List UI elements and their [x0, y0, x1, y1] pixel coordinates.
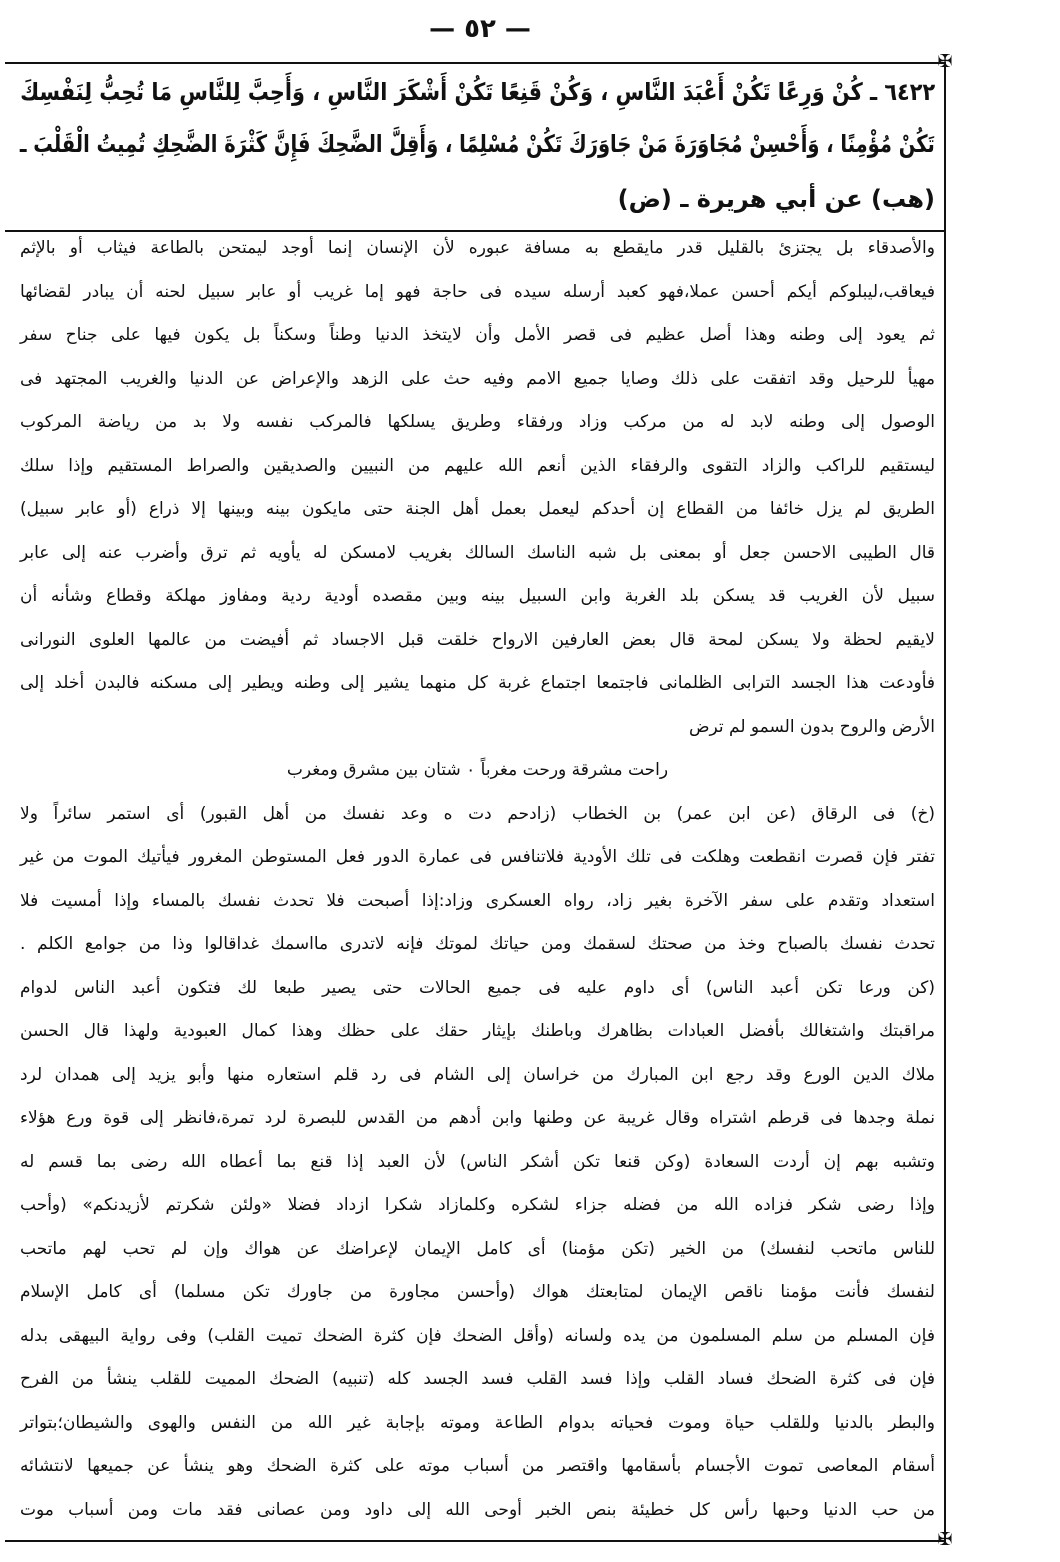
commentary-line: من حب الدنيا وحبها رأس كل خطيئة بنص الخبر أوحى الله إلى داود ومن عصانى فقد مات ومن أسباب موت — [20, 1499, 935, 1520]
commentary-line: قال الطيبى الاحسن جعل أو بمعنى بل شبه الناسك السالك بغريب لامسكن له يأويه ثم ترق وأضرب عنه إلى عابر — [20, 542, 935, 563]
commentary-line: فإن فى كثرة الضحك فساد القلب وإذا فسد القلب فسد الجسد كله (تنبيه) الضحك المميت للقلب ينشأ من الفرح — [20, 1369, 935, 1389]
commentary-line: مهيأ للرحيل وقد اتفقت على ذلك وصايا جميع الامم وفيه حث على الزهد والإعراض عن الدنيا والغريب المجتهد فى — [20, 368, 935, 389]
commentary-line: فأودعت هذا الجسد الترابى الظلمانى فاجتمعا اجتماع غربة كل منهما يشير إلى وطنه ويطير إلى مسكنه فالبدن أخلد إلى — [20, 673, 935, 693]
commentary-line: (كن ورعا تكن أعبد الناس) أى داوم عليه فى جميع الحالات حتى يصير طبعا لك فتكون أعبد الناس لدوام — [20, 977, 935, 998]
commentary-line: ملاك الدين الورع وقد رجع ابن المبارك من خراسان إلى الشام فى رد قلم استعاره منها وأبو يزيد إلى همدان لرد — [20, 1064, 935, 1085]
commentary-line: ليستقيم للراكب والزاد التقوى والرفقاء الذين أنعم الله عليهم من النبيين والصديقين والصراط المستقيم وإذا سلك — [20, 455, 935, 476]
commentary-line: وإذا رضى شكر فزاده الله من فضله جزاء لشكره وكلمازاد شكرا ازداد فضلا «ولئن شكرتم لأزيدنكم» (وأحب — [20, 1195, 935, 1215]
commentary-line: الوصول إلى وطنه لابد له من مركب وزاد ورفقاء وطريق يسلكها فالمركب نفسه ولا بد من رياضة المركوب — [20, 412, 935, 432]
commentary-line: والبطر بالدنيا وللقلب حياة وموت فحياته بدوام الطاعة وموته بإجابة غير الله من النفس والهوى والشيطان؛بتواتر — [20, 1412, 935, 1433]
commentary-line: مراقبتك واشتغالك بأفضل العبادات بظاهرك وباطنك بإيثار حقك على حظك وهذا كمال العبودية ولهذا قال الحسن — [20, 1021, 935, 1041]
page-number: — ٥٢ — — [429, 14, 531, 44]
commentary-line: (خ) فى الرقاق (عن ابن عمر) بن الخطاب (زادحم دت ه وعد نفسك من أهل القبور) أى استمر سائراً ولا — [20, 803, 935, 824]
commentary-line: والأصدقاء بل يجتزئ بالقليل قدر مايقطع به مسافة عبوره لأن الإنسان إنما أوجد ليمتحن بالطاعة فيثاب أو بالإثم — [20, 238, 935, 258]
ornament-bottom-icon: ✠ — [937, 1529, 953, 1550]
commentary-line: الأرض والروح بدون السمو لم ترض — [688, 716, 935, 737]
hadith-line: (هب) عن أبي هريرة ـ (ض) — [617, 185, 935, 213]
commentary-line: فيعاقب،ليبلوكم أيكم أحسن عملا،فهو كعبد أرسله سيده فى حاجة فهو إما غريب أو عابر سبيل لحنه أن يبادر لقضائها — [20, 281, 935, 302]
right-border-rule — [944, 62, 946, 1542]
hadith-separator-rule — [5, 230, 945, 232]
bottom-rule — [5, 1540, 945, 1542]
commentary-line: الطريق لم يزل خائفا من القطاع إن أحدكم ليعمل بعمل أهل الجنة حتى مايكون بينه وبينها إلا ذراع (أو عابر سبيل) — [20, 499, 935, 519]
commentary-line: أسقام المعاصى تموت الأجسام بأسقامها واقتصر من أسباب موته على كثرة الضحك وهو ينشأ عن جميعها لانتشائه — [20, 1456, 935, 1476]
ornament-top-icon: ✠ — [937, 51, 953, 72]
commentary-line: لايقيم لحظة ولا يسكن لمحة قال بعض العارفين الارواح خلقت قبل الاجساد ثم أفيضت من عالمها العلوى النورانى — [20, 629, 935, 650]
commentary-line: تحدث نفسك بالصباح وخذ من صحتك لسقمك ومن حياتك لموتك فإنه لاتدرى مااسمك غداقالوا وذا من جوامع الكلم . — [20, 934, 935, 954]
top-rule — [5, 62, 945, 64]
commentary-line: وتشبه بهم إن أردت السعادة (وكن قنعا تكن أشكر الناس) لأن العبد إذا قنع بما أعطاه الله رضى بما قسم له — [20, 1151, 935, 1172]
commentary-line: للناس ماتحب لنفسك) من الخير (تكن مؤمنا) أى كامل الإيمان لإعراضك عن هواك وإن لم تحب لهم ماتحب — [20, 1238, 935, 1259]
commentary-line: نملة وجدها فى قرطم اشتراه وقال غريبة عن وطنها وابن أدهم من القدس للبصرة لرد تمرة،فانظر إلى قوة ورع هؤلاء — [20, 1108, 935, 1128]
commentary-line: سبيل لأن الغريب قد يسكن بلد الغربة وابن السبيل بينه وبين مقصده أودية ردية ومفاوز مهلكة وقطاع وشأنه أن — [20, 586, 935, 606]
hadith-line: ٦٤٢٢ ـ كُنْ وَرِعًا تَكُنْ أَعْبَدَ النَّاسِ ، وَكُنْ قَنِعًا تَكُنْ أَشْكَرَ النَّاسِ ، وَأَحِبَّ لِلنَّاسِ مَا تُحِبُّ لِنَفْسِكَ — [20, 78, 935, 106]
commentary-line: لنفسك فأنت مؤمنا ناقص الإيمان لمتابعتك هواك (وأحسن مجاورة من جاورك تكن مسلما) أى كامل الإسلام — [20, 1282, 935, 1302]
commentary-line: فإن المسلم من سلم المسلمون من يده ولسانه (وأقل الضحك فإن كثرة الضحك تميت القلب) وفى رواية البيهقى بدله — [20, 1325, 935, 1346]
commentary-line: تفتر فإن قصرت انقطعت وهلكت فى تلك الأودية فلاتنافس فى عمارة الدور فعل المستوطن المغرور فيأتيك الموت من غير — [20, 847, 935, 867]
hadith-line: تَكُنْ مُؤْمِنًا ، وَأَحْسِنْ مُجَاوَرَةَ مَنْ جَاوَرَكَ تَكُنْ مُسْلِمًا ، وَأَقِلَّ الضَّحِكَ فَإِنَّ كَثْرَةَ الضَّحِكِ تُمِيتُ الْقَلْبَ ـ — [20, 130, 935, 158]
commentary-line: ثم يعود إلى وطنه وهذا أصل عظيم فى قصر الأمل وأن لايتخذ الدنيا وطناً وسكناً بل يكون فيها على جناح سفر — [20, 325, 935, 345]
verse-line: راحت مشرقة ورحت مغرباً ۰ شتان بين مشرق ومغرب — [286, 760, 669, 780]
commentary-line: استعداد وتقدم على سفر الآخرة بغير زاد، رواه العسكرى وزاد:إذا أصبحت فلا تحدث نفسك بالمساء وإذا أمسيت فلا — [20, 890, 935, 911]
